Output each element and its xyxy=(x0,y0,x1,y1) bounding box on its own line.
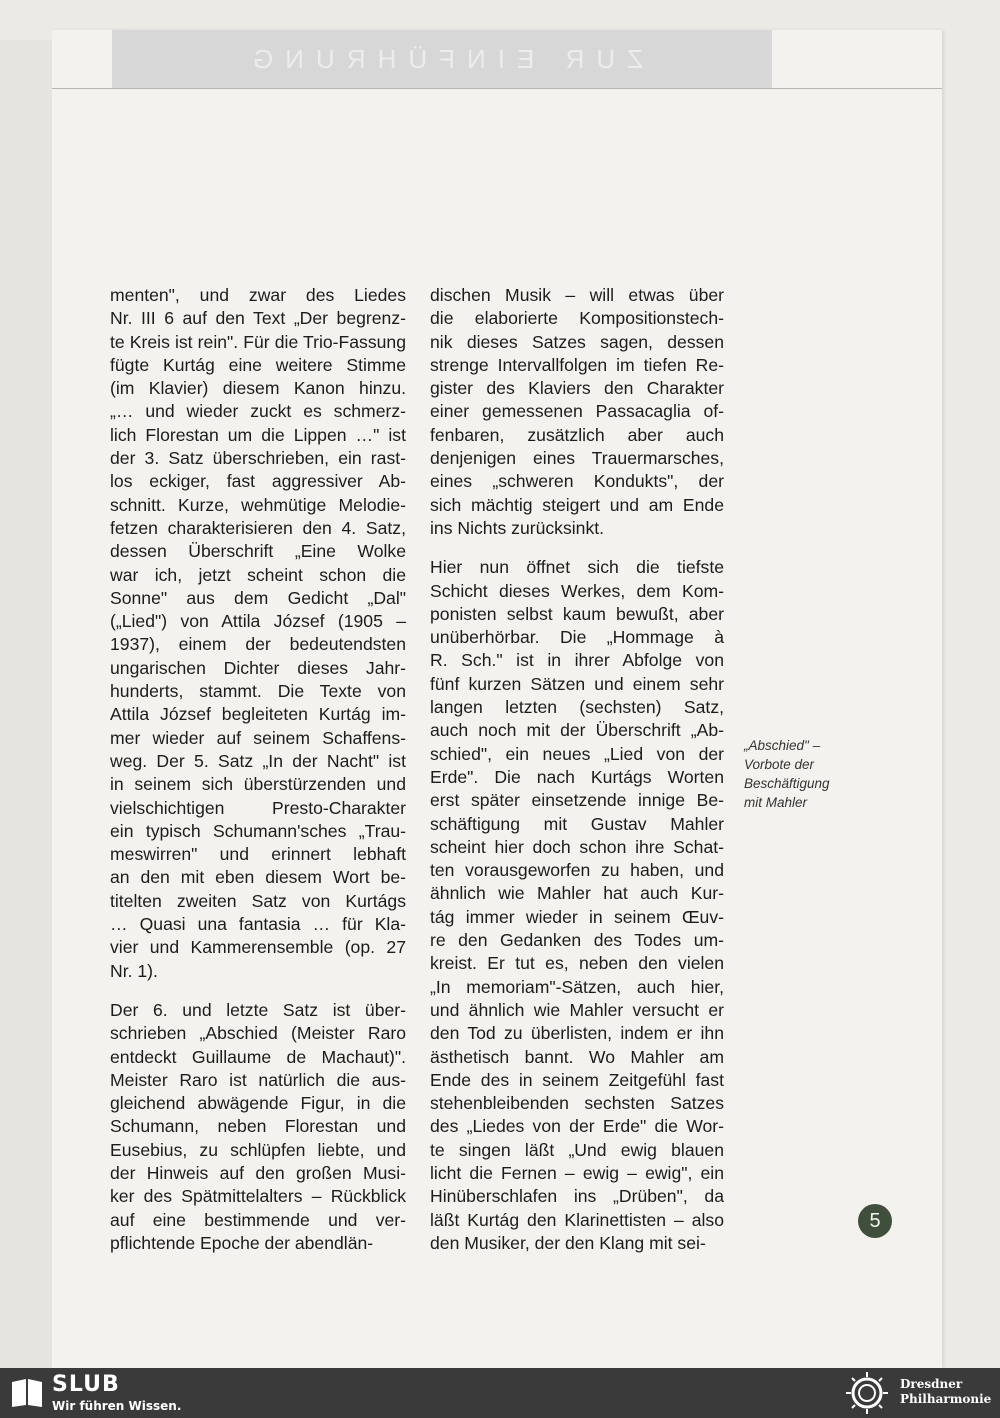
text-line: und ähnlich wie Mahler versucht er xyxy=(430,999,724,1020)
text-line: in seinem sich überstürzenden und xyxy=(110,774,406,795)
text-line: Attila József begleiteten Kurtág im- xyxy=(110,704,406,725)
text-line: denjenigen eines Trauermarsches, xyxy=(430,448,724,469)
header-divider xyxy=(52,88,942,89)
text-line: fenbaren, zusätzlich aber auch xyxy=(430,424,724,445)
text-line: Meister Raro ist natürlich die aus- xyxy=(110,1069,406,1090)
text-line: ähnlich wie Mahler hat auch Kur- xyxy=(430,883,724,904)
text-line: der Hinweis auf den großen Musi- xyxy=(110,1162,406,1183)
text-line: Nr. III 6 auf den Text „Der begrenz- xyxy=(110,308,406,329)
text-line: Erde". Die nach Kurtágs Worten xyxy=(430,766,724,787)
text-line: gleichend abwägende Figur, in die xyxy=(110,1093,406,1114)
text-line: nik dieses Satzes sagen, dessen xyxy=(430,331,724,352)
text-line: „In memoriam"-Sätzen, auch hier, xyxy=(430,976,724,997)
text-line: scheint hier doch schon ihre Schat- xyxy=(430,836,724,857)
text-line: schnitt. Kurze, wehmütige Melodie- xyxy=(110,494,406,515)
text-line: fügte Kurtág eine weitere Stimme xyxy=(110,354,406,375)
text-line: des „Liedes von der Erde" die Wor- xyxy=(430,1116,724,1137)
text-line: 1937), einem der bedeutendsten xyxy=(110,634,406,655)
text-line: Sonne" aus dem Gedicht „Dal" xyxy=(110,587,406,608)
text-line: läßt Kurtág den Klarinettisten – also xyxy=(430,1209,724,1230)
text-line: „… und wieder zuckt es schmerz- xyxy=(110,401,406,422)
text-line: Der 6. und letzte Satz ist über- xyxy=(110,999,406,1020)
text-line: menten", und zwar des Liedes xyxy=(110,285,406,305)
text-line: schrieben „Abschied (Meister Raro xyxy=(110,1023,406,1044)
text-line: kreist. Er tut es, neben den vielen xyxy=(430,953,724,974)
text-line: mer wieder auf seinem Schaffens- xyxy=(110,727,406,748)
text-line: der 3. Satz überschrieben, ein rast- xyxy=(110,448,406,469)
dresdner-philharmonie-brand xyxy=(900,1377,991,1407)
paragraph-gap xyxy=(430,540,724,556)
text-line: Eusebius, zu schlüpfen liebte, und xyxy=(110,1139,406,1160)
text-line: Hinüberschlafen ins „Drüben", da xyxy=(430,1186,724,1207)
slub-brand: SLUB xyxy=(52,1372,120,1397)
slub-logo-icon xyxy=(10,1378,44,1408)
text-line: vielschichtigen Presto-Charakter xyxy=(110,797,406,818)
text-line: den Musiker, der den Klang mit sei- xyxy=(430,1232,706,1253)
text-line: pflichtende Epoche der abendlän- xyxy=(110,1232,374,1253)
text-line: war ich, jetzt scheint schon die xyxy=(110,564,406,585)
text-line: … Quasi una fantasia … für Kla- xyxy=(110,914,406,935)
text-line: meswirren" und erinnert lebhaft xyxy=(110,844,406,865)
page-number-badge: 5 xyxy=(858,1204,892,1238)
text-line: titelten zweiten Satz von Kurtágs xyxy=(110,890,406,911)
text-line: ker des Spätmittelalters – Rückblick xyxy=(110,1186,406,1207)
text-line: ponisten selbst kaum bewußt, aber xyxy=(430,603,724,624)
margin-note-line: „Abschied" – xyxy=(744,738,821,753)
text-line: strenge Intervallfolgen im tiefen Re- xyxy=(430,354,724,375)
text-line: die elaborierte Kompositionstech- xyxy=(430,308,724,329)
text-line: ins Nichts zurücksinkt. xyxy=(430,517,605,538)
text-line: vier und Kammerensemble (op. 27 xyxy=(110,937,406,958)
right-text-column xyxy=(430,284,724,1255)
text-line: Schumann, neben Florestan und xyxy=(110,1116,406,1137)
text-line: ein typisch Schumann'sches „Trau- xyxy=(110,820,406,841)
text-line: entdeckt Guillaume de Machaut)". xyxy=(110,1046,406,1067)
text-line: auf eine bestimmende und ver- xyxy=(110,1209,406,1230)
paragraph-gap xyxy=(110,983,406,999)
text-line: auch noch mit der Überschrift „Ab- xyxy=(430,720,724,741)
brand-line-1: Dresdner xyxy=(900,1377,963,1391)
text-line: ungarischen Dichter dieses Jahr- xyxy=(110,657,406,678)
text-line: (im Klavier) diesem Kanon hinzu. xyxy=(110,378,406,399)
text-line: Nr. 1). xyxy=(110,960,158,981)
document-page xyxy=(52,30,942,1368)
margin-note-line: Beschäftigung xyxy=(744,776,830,791)
text-line: schied", ein neues „Lied von der xyxy=(430,743,724,764)
text-line: te singen läßt „Und ewig blauen xyxy=(430,1139,724,1160)
margin-note-line: Vorbote der xyxy=(744,757,815,772)
text-line: Schicht dieses Werkes, dem Kom- xyxy=(430,580,724,601)
text-line: tág immer wieder in seinem Œuv- xyxy=(430,906,724,927)
text-line: ästhetisch bannt. Wo Mahler am xyxy=(430,1046,724,1067)
text-line: los eckiger, fast aggressiver Ab- xyxy=(110,471,406,492)
text-line: ten vorausgeworfen zu haben, und xyxy=(430,860,724,881)
text-line: te Kreis ist rein". Für die Trio-Fassung xyxy=(110,331,406,352)
text-line: hunderts, stammt. Die Texte von xyxy=(110,681,406,702)
text-line: erst später einsetzende innige Be- xyxy=(430,790,724,811)
text-line: dessen Überschrift „Eine Wolke xyxy=(110,541,406,562)
text-line: einer gemessenen Passacaglia of- xyxy=(430,401,724,422)
text-line: gister des Klaviers den Charakter xyxy=(430,378,724,399)
text-line: Hier nun öffnet sich die tiefste xyxy=(430,557,724,578)
left-text-column xyxy=(110,284,406,1255)
footer-bar xyxy=(0,1368,1000,1418)
text-line: licht die Fernen – ewig – ewig", ein xyxy=(430,1162,724,1183)
text-line: eines „schweren Kondukts", der xyxy=(430,471,724,492)
text-line: den Tod zu überlisten, indem er ihn xyxy=(430,1023,724,1044)
dresdner-philharmonie-logo-icon xyxy=(842,1371,892,1415)
text-line: re den Gedanken des Todes um- xyxy=(430,930,724,951)
text-line: langen letzten (sechsten) Satz, xyxy=(430,697,724,718)
brand-line-2: Philharmonie xyxy=(900,1392,992,1406)
text-line: R. Sch." ist in ihrer Abfolge von xyxy=(430,650,724,671)
text-line: sich mächtig steigert und am Ende xyxy=(430,494,724,515)
text-line: („Lied") von Attila József (1905 – xyxy=(110,611,406,632)
text-line: schäftigung mit Gustav Mahler xyxy=(430,813,724,834)
text-line: stehenbleibenden sechsten Satzes xyxy=(430,1093,724,1114)
text-line: unüberhörbar. Die „Hommage à xyxy=(430,627,724,648)
text-line: weg. Der 5. Satz „In der Nacht" ist xyxy=(110,750,406,771)
section-header: ZUR EINFÜHRUNG xyxy=(112,30,772,88)
slub-tagline: Wir führen Wissen. xyxy=(52,1399,182,1413)
text-line: fünf kurzen Sätzen und einem sehr xyxy=(430,673,724,694)
previous-page-edge xyxy=(0,40,53,1368)
text-line: fetzen charakterisieren den 4. Satz, xyxy=(110,517,406,538)
text-line: dischen Musik – will etwas über xyxy=(430,285,724,305)
margin-note-line: mit Mahler xyxy=(744,795,808,810)
text-line: an den mit eben diesem Wort be- xyxy=(110,867,406,888)
text-line: Ende des in seinem Zeitgefühl fast xyxy=(430,1069,724,1090)
margin-note xyxy=(744,736,904,812)
text-line: lich Florestan um die Lippen …" ist xyxy=(110,424,406,445)
